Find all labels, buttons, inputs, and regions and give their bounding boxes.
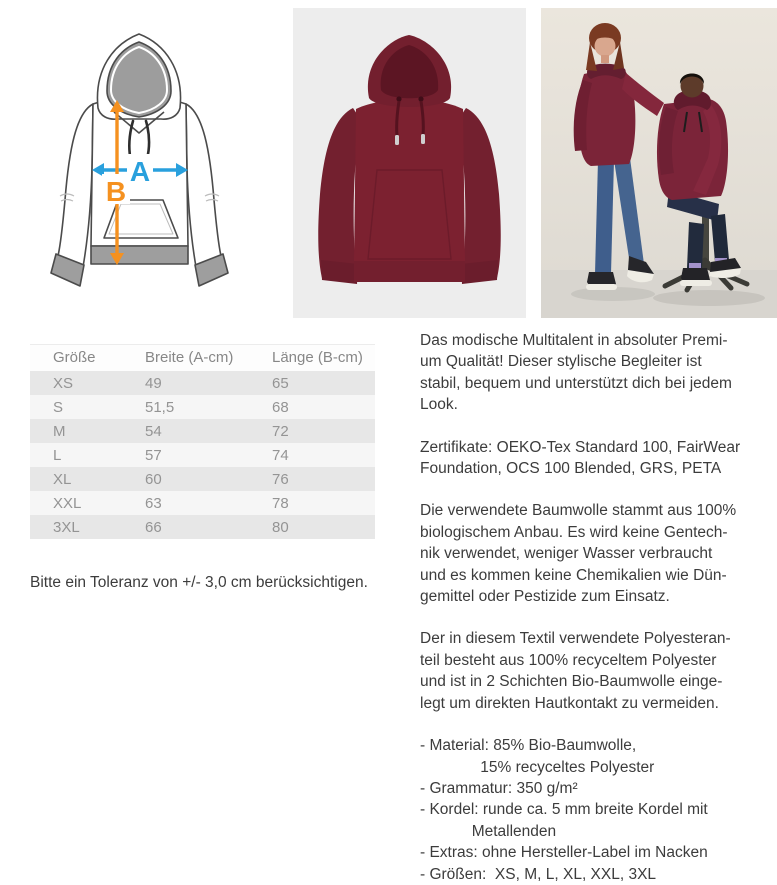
- spec-list: - Material: 85% Bio-Baumwolle, 15% recyceltes Polyester - Grammatur: 350 g/m² - Kordel: runde ca. 5 mm breite Kordel mit Metallenden - Extras: ohne Hersteller-Label im Nacken - Größen: XS, M, L, XL, XXL, 3XL: [420, 737, 708, 883]
- size-table: [30, 344, 375, 539]
- description-paragraph: Zertifikate: OEKO-Tex Standard 100, FairWear Foundation, OCS 100 Blended, GRS, PETA: [420, 438, 741, 478]
- product-description: [420, 330, 770, 885]
- size-table-header: [30, 345, 375, 372]
- column-header-size: Größe: [30, 345, 145, 372]
- table-row: 3XL 66 80: [30, 515, 375, 539]
- table-row: S 51,5 68: [30, 395, 375, 419]
- table-row: L 57 74: [30, 443, 375, 467]
- product-photo: [293, 8, 526, 318]
- column-header-width: Breite (A-cm): [145, 345, 272, 372]
- tolerance-note: Bitte ein Toleranz von +/- 3,0 cm berücksichtigen.: [30, 574, 368, 591]
- label-a: A: [129, 156, 151, 187]
- description-paragraph: Die verwendete Baumwolle stammt aus 100% biologischem Anbau. Es wird keine Gentech- nik verwendet, weniger Wasser verbraucht und es kommen keine Chemikalien wie Dün- gemittel oder Pestizide zum Einsatz.: [420, 502, 737, 606]
- table-row: M 54 72: [30, 419, 375, 443]
- models-illustration: [541, 8, 777, 318]
- size-table-section: [30, 344, 375, 539]
- description-paragraphs: [420, 330, 770, 714]
- table-row: XXL 63 78: [30, 491, 375, 515]
- sleeve-right: [186, 104, 221, 267]
- column-header-length: Länge (B-cm): [272, 345, 375, 372]
- size-table-body: [30, 371, 375, 539]
- description-paragraph: Das modische Multitalent in absoluter Premi- um Qualität! Dieser stylische Begleiter ist stabil, bequem und unterstützt dich bei jedem Look.: [420, 332, 732, 414]
- burgundy-hoodie-illustration: [293, 8, 526, 318]
- label-b: B: [105, 176, 127, 207]
- sleeve-left: [58, 104, 93, 267]
- description-paragraph: Der in diesem Textil verwendete Polyesteran- teil besteht aus 100% recyceltem Polyester und ist in 2 Schichten Bio-Baumwolle einge- legt um direkten Hautkontakt zu vermeiden.: [420, 630, 731, 712]
- hoodie-measurement-diagram: [0, 0, 290, 318]
- models-photo: [541, 8, 777, 318]
- table-row: XS 49 65: [30, 371, 375, 395]
- size-diagram-image: [0, 0, 290, 318]
- table-row: XL 60 76: [30, 467, 375, 491]
